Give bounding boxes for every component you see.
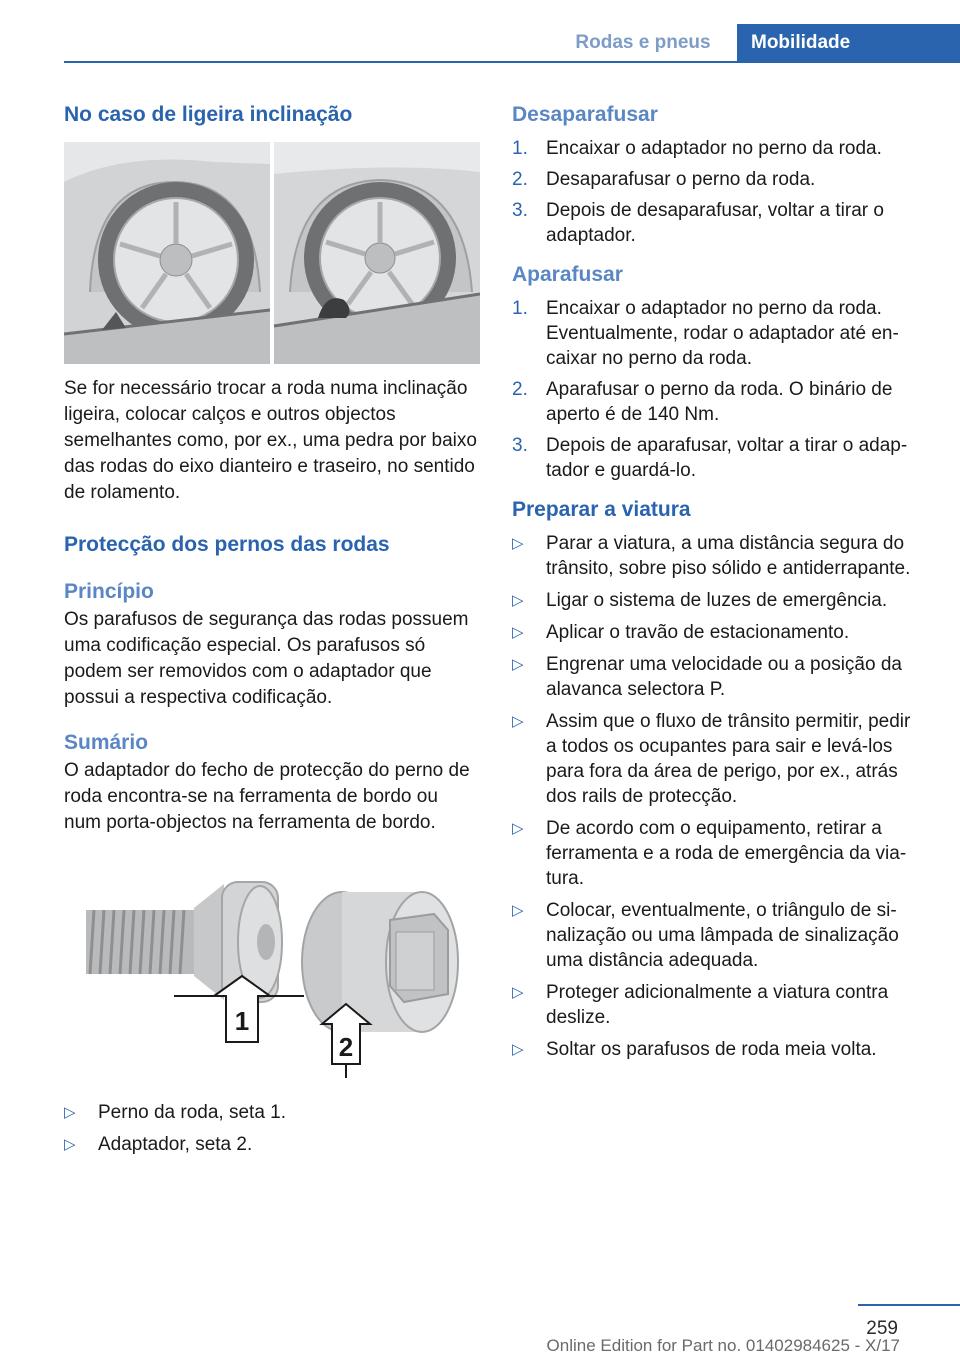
list-item <box>512 377 922 427</box>
list-item <box>64 1132 480 1157</box>
list-item-text: Colocar, eventualmente, o triângulo de sinalização ou uma lâmpada de sinalização uma distância adequada. <box>546 900 899 971</box>
edition-footer: Online Edition for Part no. 01402984625 - X/17 <box>546 1336 900 1355</box>
callout-arrow-1 <box>174 976 304 1042</box>
slope-heading: No caso de ligeira inclinação <box>64 103 353 126</box>
step-number: 2. <box>512 169 528 190</box>
list-item <box>512 136 922 161</box>
list-item-text: Adaptador, seta 2. <box>98 1134 253 1155</box>
step-text: Depois de aparafusar, voltar a tirar o adaptador e guardá-lo. <box>546 435 908 481</box>
bullet-triangle-icon: ▷ <box>512 592 524 609</box>
illustration-legend <box>64 1100 480 1157</box>
list-item-text: De acordo com o equipamento, retirar a ferramenta e a roda de emergência da viatura. <box>546 818 907 889</box>
step-text: Encaixar o adaptador no perno da roda. <box>546 138 882 159</box>
header-rule <box>64 61 960 63</box>
list-item <box>512 198 922 248</box>
left-column <box>64 100 480 1164</box>
list-item-text: Perno da roda, seta 1. <box>98 1102 287 1123</box>
bullet-triangle-icon: ▷ <box>512 624 524 641</box>
page-number: 259 <box>866 1318 898 1339</box>
bullet-triangle-icon: ▷ <box>512 984 524 1001</box>
callout-label-2: 2 <box>338 1032 354 1062</box>
prepare-list <box>512 531 922 1062</box>
screw-heading: Aparafusar <box>512 263 623 286</box>
callout-label-1: 1 <box>234 1006 250 1036</box>
summary-text: O adaptador do fecho de protecção do perno de roda encontra-se na ferramenta de bordo ou num porta-objectos na ferramenta de bordo. <box>64 760 470 833</box>
step-number: 2. <box>512 379 528 400</box>
slope-text: Se for necessário trocar a roda numa inclinação ligeira, colocar calços e outros objectos semelhantes como, por ex., uma pedra por baixo das rodas do eixo dianteiro e traseiro, no sentido de rolamento. <box>64 378 477 503</box>
list-item <box>512 652 922 702</box>
prepare-heading: Preparar a viatura <box>512 498 691 521</box>
bullet-triangle-icon: ▷ <box>64 1104 76 1121</box>
step-number: 3. <box>512 435 528 456</box>
list-item <box>512 1037 922 1062</box>
wheel-chock-illustration <box>64 142 480 364</box>
step-text: Depois de desaparafusar, voltar a tirar o adaptador. <box>546 200 884 246</box>
bullet-triangle-icon: ▷ <box>512 1041 524 1058</box>
list-item <box>512 816 922 891</box>
right-column <box>512 100 922 1069</box>
front-wheel-panel <box>64 142 270 364</box>
step-number: 3. <box>512 200 528 221</box>
bullet-triangle-icon: ▷ <box>64 1136 76 1153</box>
list-item <box>512 167 922 192</box>
step-number: 1. <box>512 298 528 319</box>
list-item <box>512 709 922 809</box>
step-text: Encaixar o adaptador no perno da roda. Eventualmente, rodar o adaptador até encaixar no perno da roda. <box>546 298 899 369</box>
protect-heading: Protecção dos pernos das rodas <box>64 533 390 556</box>
list-item-text: Soltar os parafusos de roda meia volta. <box>546 1039 877 1060</box>
footer-rule <box>858 1304 960 1306</box>
header-chapter-tab: Mobilidade <box>737 24 960 61</box>
list-item <box>512 433 922 483</box>
list-item <box>64 1100 480 1125</box>
screw-steps <box>512 296 922 483</box>
page-header <box>0 24 960 62</box>
list-item-text: Engrenar uma velocidade ou a posição da alavanca selectora P. <box>546 654 902 700</box>
principle-heading: Princípio <box>64 580 154 603</box>
header-section-title: Rodas e pneus <box>575 32 711 53</box>
bullet-triangle-icon: ▷ <box>512 713 524 730</box>
unscrew-heading: Desaparafusar <box>512 103 658 126</box>
list-item-text: Parar a viatura, a uma distância segura do trânsito, sobre piso sólido e antiderrapante. <box>546 533 911 579</box>
bullet-triangle-icon: ▷ <box>512 902 524 919</box>
summary-heading: Sumário <box>64 731 149 754</box>
step-number: 1. <box>512 138 528 159</box>
list-item-text: Proteger adicionalmente a viatura contra deslize. <box>546 982 889 1028</box>
list-item <box>512 620 922 645</box>
list-item-text: Ligar o sistema de luzes de emergência. <box>546 590 888 611</box>
list-item <box>512 980 922 1030</box>
list-item-text: Aplicar o travão de estacionamento. <box>546 622 850 643</box>
bullet-triangle-icon: ▷ <box>512 820 524 837</box>
adapter <box>302 892 458 1032</box>
bullet-triangle-icon: ▷ <box>512 535 524 552</box>
list-item <box>512 898 922 973</box>
principle-text: Os parafusos de segurança das rodas possuem uma codificação especial. Os parafusos só podem ser removidos com o adaptador que possui a respectiva codificação. <box>64 609 469 708</box>
step-text: Desaparafusar o perno da roda. <box>546 169 816 190</box>
list-item-text: Assim que o fluxo de trânsito permitir, pedir a todos os ocupantes para sair e levá-los para fora da área de perigo, por ex., atrás dos rails de protecção. <box>546 711 911 807</box>
rear-wheel-panel <box>274 142 480 364</box>
list-item <box>512 588 922 613</box>
list-item <box>512 296 922 371</box>
list-item <box>512 531 922 581</box>
unscrew-steps <box>512 136 922 248</box>
bolt-adapter-illustration <box>64 864 480 1084</box>
step-text: Aparafusar o perno da roda. O binário de aperto é de 140 Nm. <box>546 379 893 425</box>
bullet-triangle-icon: ▷ <box>512 656 524 673</box>
